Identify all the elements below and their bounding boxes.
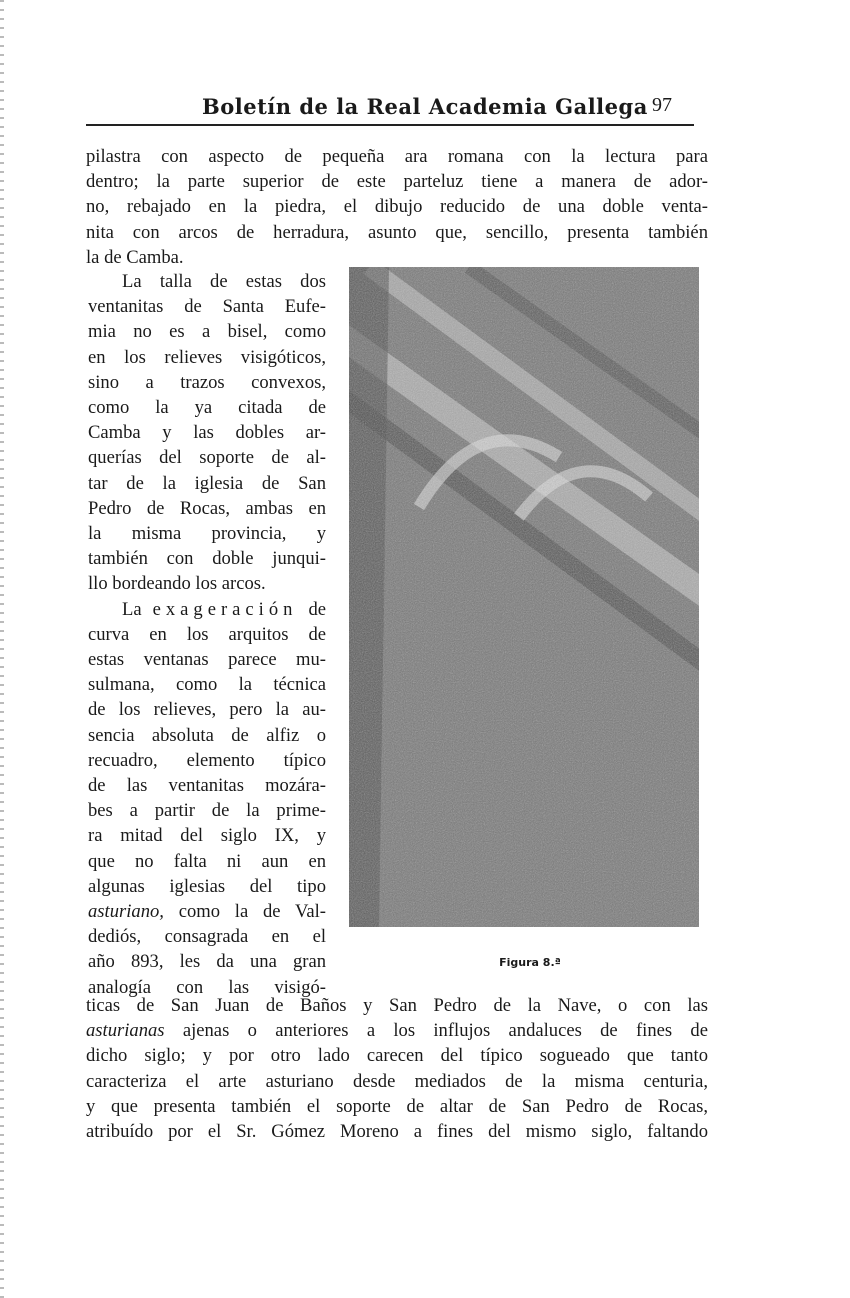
text-line: La talla de estas dos	[122, 271, 326, 292]
text-span: de	[308, 598, 326, 620]
text-line: que no falta ni aun en	[88, 850, 326, 872]
text-line: Pedro de Rocas, ambas en	[88, 497, 326, 519]
relief-carving-icon	[349, 267, 699, 927]
text-line: pilastra con aspecto de pequeña ara romana con la lectura para	[86, 146, 708, 167]
scan-margin-edge	[0, 0, 4, 1298]
italic-word: asturiano,	[88, 901, 164, 923]
text-line	[88, 899, 326, 924]
top-paragraph	[86, 144, 708, 270]
text-line: de los relieves, pero la au-	[88, 699, 326, 721]
text-line: bes a partir de la prime-	[88, 800, 326, 822]
text-line: llo bordeando los arcos.	[88, 573, 266, 595]
text-line: algunas iglesias del tipo	[88, 875, 326, 897]
text-line	[88, 597, 326, 622]
text-line: ventanitas de Santa Eufe-	[88, 296, 326, 318]
text-line: dentro; la parte superior de este parteluz tiene a manera de ador-	[86, 171, 708, 193]
text-line: recuadro, elemento típico	[88, 749, 326, 771]
text-line: mia no es a bisel, como	[88, 321, 326, 343]
text-line: tar de la iglesia de San	[88, 472, 326, 494]
running-header	[86, 94, 692, 124]
text-line	[86, 1018, 708, 1043]
text-line: en los relieves visigóticos,	[88, 346, 326, 368]
text-span: ajenas o anteriores a los influjos andaluces de fines de	[182, 1020, 708, 1042]
text-line: año 893, les da una gran	[88, 951, 326, 973]
text-line: también con doble junqui-	[88, 548, 326, 570]
text-line: estas ventanas parece mu-	[88, 649, 326, 671]
spaced-word: exageración	[152, 598, 298, 620]
header-rule	[86, 124, 694, 126]
stone-relief-photo	[349, 267, 699, 927]
text-line: nita con arcos de herradura, asunto que, sencillo, presenta también	[86, 221, 708, 243]
narrow-column	[88, 269, 326, 1000]
text-line: ticas de San Juan de Baños y San Pedro de la Nave, o con las	[86, 995, 708, 1016]
bottom-paragraph	[86, 993, 708, 1144]
journal-title: Boletín de la Real Academia Gallega	[202, 94, 648, 119]
text-line: la de Camba.	[86, 246, 184, 268]
text-line: analogía con las visigó-	[88, 976, 326, 998]
text-line: y que presenta también el soporte de altar de San Pedro de Rocas,	[86, 1095, 708, 1117]
text-line: dicho siglo; y por otro lado carecen del típico sogueado que tanto	[86, 1045, 708, 1067]
text-line: dediós, consagrada en el	[88, 926, 326, 948]
text-span: La	[122, 598, 142, 620]
page-number: 97	[652, 94, 672, 116]
text-line: sencia absoluta de alfiz o	[88, 724, 326, 746]
text-line: sulmana, como la técnica	[88, 674, 326, 696]
figure-caption: Figura 8.ª	[499, 956, 561, 969]
text-line: curva en los arquitos de	[88, 623, 326, 645]
text-line: de las ventanitas mozára-	[88, 775, 326, 797]
text-line: sino a trazos convexos,	[88, 371, 326, 393]
text-line: la misma provincia, y	[88, 523, 326, 545]
text-line: ra mitad del siglo IX, y	[88, 825, 326, 847]
text-line: querías del soporte de al-	[88, 447, 326, 469]
text-line: no, rebajado en la piedra, el dibujo reducido de una doble venta-	[86, 196, 708, 218]
text-line: atribuído por el Sr. Gómez Moreno a fines del mismo siglo, faltando	[86, 1121, 708, 1143]
text-line: como la ya citada de	[88, 397, 326, 419]
italic-word: asturianas	[86, 1020, 165, 1042]
text-span: como la de Val-	[178, 901, 326, 923]
text-line: caracteriza el arte asturiano desde mediados de la misma centuria,	[86, 1070, 708, 1092]
text-line: Camba y las dobles ar-	[88, 422, 326, 444]
